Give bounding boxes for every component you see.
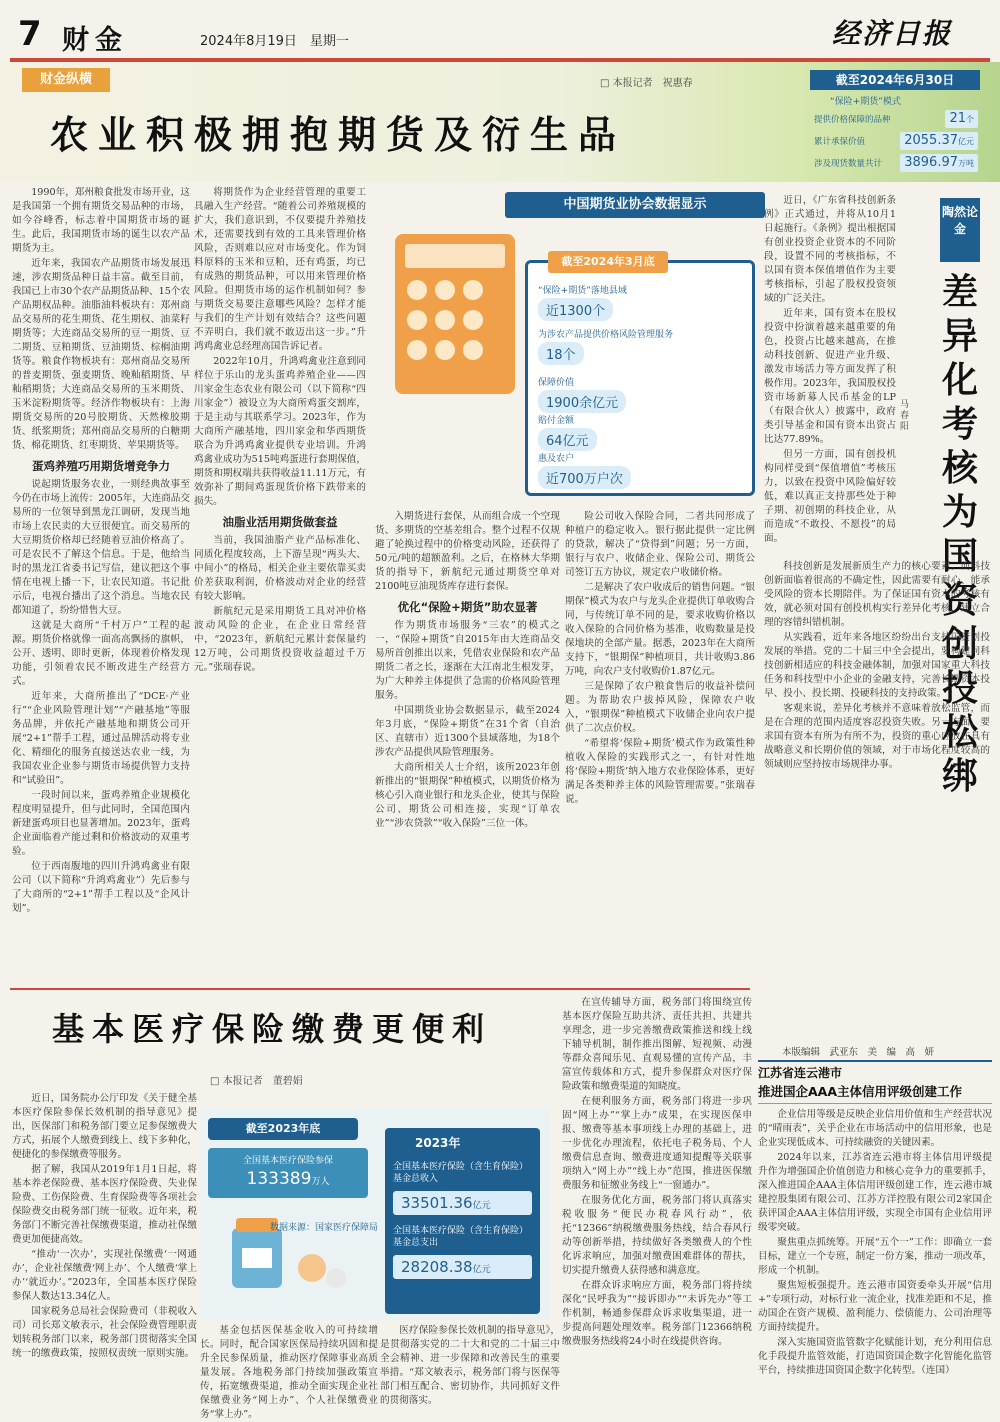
- story2-column-1: 近日，国务院办公厅印发《关于健全基本医疗保险参保长效机制的指导意见》提出，医保部门和税务部门要立足参保缴费大方式，拓展个人缴费到线上、线下多种化，便捷化的参保缴费等服务。 据了解，我国从2019年1月1日起，将基本养老保险费、基本医疗保险费、失业保险费、工伤保险费、生育保险费等各项社会保险费交由税务部门统一征收。近年来，税务部门不断完善社保缴费渠道，推动社保缴费更加便捷高效。 “推动‘一次办’，实现社保缴费‘一网通办’，企业社保缴费‘网上办’、个人缴费‘掌上办’‘就近办’。”2023年，全国基本医疗保险参保人数达13.34亿人。 国家税务总局社会保险费司（非税收入司）司长郑文敏表示，社会保险费管理职责划转税务部门以来，税务部门贯彻落实全国统一的缴费政策，按照权责统一原则实施。: [12, 1093, 197, 1359]
- brief-body: 企业信用等级是反映企业信用价值和生产经营状况的“晴雨表”，关乎企业在市场活动中的信用形象，也是企业实现低成本、可持续融资的关键因素。 2024年以来，江苏省连云港市将主体信用评级提升作为增强国企价值创造力和核心竞争力的重要抓手，深入推进国企AAA主体信用评级创建工作，连云港市城建控股集团有限公司、江苏方洋控股有限公司2家国企获评国企AAA主体信用评级，实现全市国有企业信用评级零突破。 聚焦重点抓统筹。开展“五个一”工作：即确立一套目标，建立一个专班，制定一份方案，推动一项改革，形成一个机制。 聚焦短板强提升。连云港市国资委牵头开展“信用+”专项行动，对标行业一流企业，找准差距和不足，推动国企在资产规模、盈利能力、偿债能力、公司治理等方面持续提升。 深入实施国资监管数字化赋能计划，充分利用信息化手段提升监管效能，打造国资国企数字化智能化监管平台，持续推进国资国企数字化转型。（连国）: [758, 1109, 992, 1376]
- graphic-item: “保险+期货”落地县域 近1300个: [538, 286, 627, 319]
- story2-byline: □ 本报记者 董碧娟: [210, 1076, 303, 1087]
- lead-subhead: 优化“保险+期货”助农显著: [397, 600, 538, 614]
- fund-income-value: 33501.36亿元: [393, 1191, 532, 1215]
- graphic-stat-box: [525, 255, 755, 496]
- calculator-key: [407, 280, 427, 300]
- calculator-screen: [405, 244, 505, 268]
- calculator-key: [463, 340, 483, 360]
- graphic-source: 数据来源：国家医疗保障局: [270, 1223, 379, 1233]
- calculator-key: [407, 310, 427, 330]
- lead-headline: 农业积极拥抱期货及衍生品: [50, 112, 627, 157]
- byline-marker-icon: □: [600, 78, 613, 89]
- graphic-item: 惠及农户 近700万户次: [538, 451, 748, 489]
- calculator-illustration: [395, 234, 515, 394]
- lead-subhead: 蛋鸡养殖巧用期货增竞争力: [32, 459, 170, 473]
- graphic-item: 为涉农产品提供价格风险管理服务 18个: [538, 330, 674, 363]
- graphic-date-tag: 截至2023年底: [208, 1118, 358, 1140]
- graphic-header: 中国期货业协会数据显示: [505, 192, 765, 218]
- issue-date: 2024年8月19日 星期一: [200, 34, 349, 49]
- calculator-key: [463, 280, 483, 300]
- page-editors: 本版编辑 武亚东 美 编 高 妍: [782, 1047, 935, 1058]
- column-tag: 财金纵横: [22, 68, 110, 92]
- story2-column-2: 基金包括医保基金收入的可持续增长。同时，配合国家医保局持续巩固和提升全民参保质量，推动医疗保障事业高质量发展。各地税务部门持续加强政策宣传，拓宽缴费渠道，推动全面实现企业社保缴费业务“网上办”、个人社保缴费业务“掌上办”。: [200, 1325, 378, 1420]
- section-divider: [10, 988, 750, 990]
- brief-kicker: 江苏省连云港市: [758, 1066, 843, 1080]
- graphic-date-tag: 截至2024年3月底: [548, 251, 668, 273]
- graphic-year-tag: 2023年: [415, 1136, 461, 1150]
- byline-marker-icon: □: [210, 1076, 223, 1087]
- futures-data-graphic: [375, 186, 770, 506]
- graphic-item: 保障价值 1900余亿元: [538, 375, 748, 413]
- stat-panel-title: 截至2024年6月30日: [810, 70, 980, 90]
- commentary-column-lower: 科技创新是发展新质生产力的核心要素。而科技创新面临着很高的不确定性，因此需要有耐心、能承受风险的资本长期陪伴。为了保证国有资本的考核有效，就必须对国有创投机构实行差异化考核，建立合理的容错纠错机制。 从实践看，近年来各地区纷纷出台支持国资创投发展的举措。党的二十届三中全会提出，要构建同科技创新相适应的科技金融体制，加强对国家重大科技任务和科技型中小企业的金融支持，完善长期资本投早、投小、投长期、投硬科技的支持政策。 客观来说，差异化考核并不意味着放松监管，而是在合理的范围内适度容忍投资失败。另一方面，要求国有资本有所为有所不为，投资的重心应放在具有战略意义和长期价值的领域，对于市场化程度较高的领域则应坚持按市场规律办事。: [764, 561, 990, 770]
- calculator-key: [463, 310, 483, 330]
- stat-row: 涉及现货数量共计 3896.97万吨: [810, 154, 980, 172]
- lead-column-4: 入期货进行套保，从而组合成一个空现货、多期货的空基差组合。整个过程不仅规避了轮换过程中的价格变动风险，还获得了50元/吨的超额盈利。之后，在格林大华期货的指导下，新航纪元通过期货空单对2100吨豆油现货库存进行套保。 优化“保险+期货”助农显著 作为期货市场服务“三农”的模式之一，“保险+期货”自2015年由大连商品交易所首创推出以来，凭借农业保险和农产品期货二者之长，逐渐在大江南北生根发芽，为广大种养主体提供了急需的价格风险管理服务。 中国期货业协会数据显示，截至2024年3月底，“保险+期货”在31个省（自治区、直辖市）近1300个县域落地，为18个涉农产品提供风险管理服务。 大商所相关人士介绍，该所2023年创新推出的“银期保”种植模式，以期货价格为核心引入商业银行和龙头企业，使其与保险公司、期货公司相连接，实现“订单农业”“涉农贷款”“收入保险”三位一体。: [375, 511, 560, 829]
- story2-headline: 基本医疗保险缴费更便利: [52, 1010, 493, 1048]
- lead-column-5: 险公司收入保险合同，二者共同形成了种植户的稳定收入。银行据此提供一定比例的贷款，解决了“贷得到”问题；另一方面，银行与农户、收储企业、保险公司、期货公司签订五方协议，规定农户收储价格。 二是解决了农户收成后的销售问题。“银期保”模式为农户与龙头企业提供订单收购合同，与传统订单不同的是，要求收购价格以收入保险的合同价格为基准，收购数量是投保地块的全部产量。据悉，2023年在大商所支持下，“银期保”种植项目，共计收购3.86万吨，向农户支付收购价1.87亿元。 三是保障了农户粮食售后的收益补偿问题。为帮助农户拔掉风险，保障农户收入，“银期保”种植模式下收储企业向农户提供了二次点价权。 “希望将‘保险+期货’模式作为政策性种植收入保险的实践形式之一，有针对性地将‘保险+期货’纳入地方农业保险体系，更好满足各类种养主体的风险管理需要。”张瑞春说。: [565, 511, 755, 805]
- graphic-fund-card: 2023年 全国基本医疗保险（含生育保险）基金总收入 33501.36亿元 全国基本医疗保险（含生育保险）基金总支出 28208.38亿元: [385, 1128, 540, 1314]
- insurance-data-graphic: [200, 1108, 550, 1320]
- calculator-key: [435, 310, 455, 330]
- graphic-item: 赔付金额 64亿元: [538, 413, 748, 451]
- section-name: 财金: [62, 25, 128, 56]
- story2-column-4: 在宣传辅导方面，税务部门将围绕宣传基本医疗保险互助共济、责任共担、共建共享理念，进一步完善缴费政策推送和线上线下辅导机制，制作推出图解、短视频、动漫等群众喜闻乐见、直观易懂的宣传产品，丰富宣传载体和方式，提升参保群众对医疗保险政策和缴费渠道的知晓度。 在便利服务方面，税务部门将进一步巩固“网上办”“掌上办”成果，在实现医保申报、缴费等基本事项线上办理的基础上，进一步优化办理流程，依托电子税务局、个人缴费信息查询、缴费进度通知提醒等关联事项纳入“网上办”“线上办”范围，推进医保缴费服务和征缴业务线上“一窗通办”。 在服务优化方面，税务部门将认真落实税收服务“便民办税春风行动”，依托“12366”纳税缴费服务热线，结合春风行动等创新举措，持续做好各类缴费人的个性化诉求响应，加强对缴费困难群体的帮扶，切实提升缴费人获得感和满意度。 在群众诉求响应方面，税务部门将持续深化“民呼我为”“接诉即办”“未诉先办”等工作机制，畅通参保群众诉求收集渠道，进一步提高问题处理效率。税务部门12366纳税缴费服务热线将24小时在线提供咨询。: [562, 997, 752, 1347]
- lead-stat-panel: [810, 70, 980, 180]
- lead-column-2: 将期货作为企业经营管理的重要工具融入生产经营。“随着公司养殖规模的扩大，我们意识到，不仅要提升养殖技术，还需要找到有效的工具来管理价格风险，否则难以应对市场变化。作为饲料原料的玉米和豆粕，还有鸡蛋，均已有成熟的期货品种，可以用来管理价格风险。但期货市场的运作机制如何？参与期货交易要注意哪些风险？怎样才能与我们的生产计划有效结合？这些问题不弄明白，我们就不敢迈出这一步。”升鸿鸡禽业总经理高国告诉记者。 2022年10月，升鸿鸡禽业注意到同样位于乐山的龙头蛋鸡养殖企业——四川家金生态农业有限公司（以下简称“四川家金”）被设立为大商所鸡蛋交割库，于是主动与其联系学习。2023年，作为大商所产融基地，四川家金和华西期货联合为升鸿鸡禽业提供专业培训。升鸿鸡禽业成功为515吨鸡蛋进行套期保值，期货和期权端共获得收益11.11万元，有效弥补了期间鸡蛋现货价格下跌带来的损失。 油脂业活用期货做套益 当前，我国油脂产业产品标准化、同质化程度较高，上下游呈现“两头大、中间小”的格局，相关企业主要依靠买卖价差获取利润，价格波动对企业的经营有较大影响。 新航纪元是采用期货工具对冲价格波动风险的企业，在企业日常经营中，“2023年，新航纪元累计套保量约12万吨，公司期货投资收益超过千万元。”张瑞春说。: [194, 187, 366, 673]
- commentary-column-upper: 近日，《广东省科技创新条例》正式通过，并将从10月1日起施行。《条例》提出根据国有创业投资企业资本的不同阶段，设置不同的考核指标，不以国有资本保值增值作为主要考核指标，引起了股权投资领域的广泛关注。 近年来，国有资本在股权投资中扮演着越来越重要的角色，投资占比越来越高，在推动科技创新、促进产业升级、激发市场活力等方面发挥了积极作用。2023年，我国股权投资市场新募人民币基金的LP（有限合伙人）披露中，政府类引导基金和国有资本出资占比达77.89%。 但另一方面，国有创投机构同样受到“保值增值”考核压力，以致在投资中风险偏好较低，难以真正支持那些处于种子期、初创期的科技企业，从而造成“不敢投、不愿投”的局面。: [764, 195, 896, 544]
- page-number: 7: [18, 14, 42, 54]
- stat-card-participants: 全国基本医疗保险参保 133389万人: [208, 1148, 368, 1198]
- brief-title: 推进国企AAA主体信用评级创建工作: [758, 1082, 992, 1104]
- commentary-tag: 陶然论金: [940, 198, 980, 262]
- story2-column-3: 医疗保险参保长效机制的指导意见》，是贯彻落实党的二十大和党的二十届三中全会精神、进一步保障和改善民生的重要举措。“郑文敏表示，税务部门将与医保等部门相互配合、密切协作，共同抓好文件的贯彻落实。: [380, 1325, 560, 1406]
- commentary-title: 差异化考核为国资创投松绑: [941, 271, 978, 797]
- calculator-key: [435, 280, 455, 300]
- newspaper-logo: 经济日报: [832, 17, 953, 50]
- stat-row: 累计承保价值 2055.37亿元: [810, 132, 980, 150]
- commentary-author: 马春阳: [900, 400, 910, 432]
- lead-column-1: 1990年，郑州粮食批发市场开业，这是我国第一个拥有期货交易品种的市场，如今谷峰香，标志着中国期货市场的诞生。此后，我国期货市场的诞生以农产品期货为主。 近年来，我国农产品期货市场发展迅速，涉农期货品种日益丰富。截至目前，我国已上市30个农产品期货品种、15个农产品期权品种。油脂油料板块有：郑州商品交易所的花生期货、花生期权、油菜籽期货等；大连商品交易所的豆一期货、豆二期货、豆粕期货、豆油期货、棕榈油期货等。粮食作物板块有：郑州商品交易所的普麦期货、强麦期货、晚籼稻期货、早籼稻期货；大连商品交易所的玉米期货、玉米淀粉期货等。经济作物板块有：上海期货交易所的20号胶期货、天然橡胶期货、纸浆期货；郑州商品交易所的白糖期货、棉花期货、红枣期货、苹果期货等。 蛋鸡养殖巧用期货增竞争力 说起期货服务农业，一则经典故事至今仍在市场上流传：2005年，大连商品交易所的一位领导到黑龙江调研，发现当地市场上农民卖的大豆很便宜。而交易所的大豆期货价格却已经随着豆油价格高了。可是农民不了解这个信息。于是，他给当时的黑龙江省委书记写信，建议把这个事情在电视上播一下，让农民知道。书记批示后，电视台播出了这个消息。当地农民都知道了，纷纷惜售大豆。 这就是大商所“千村万户”工程的起源。期货价格就像一面高高飘扬的旗帜，公开、透明、即时更新，体现着价格发现功能，引领着农民不断改进生产经营方式。 近年来，大商所推出了“DCE·产业行”“企业风险管理计划”“产融基地”等服务品牌，并依托产融基地和期货公司开展“2+1”帮手工程，通过品牌活动将专业化、精细化的服务直接送达农业一线，为我国农业企业参与期货市场提供智力支持和“试验田”。 一段时间以来，蛋鸡养殖企业规模化程度明显提升，但与此同时，全国范围内新建蛋鸡项目也显著增加。2023年，蛋鸡企业面临着产能过剩和价格波动的双重考验。 位于西南腹地的四川升鸿鸡禽业有限公司（以下简称“升鸿鸡禽业”）先后参与了大商所的“2+1”帮手工程以及“企风计划”。: [12, 187, 190, 914]
- calculator-key: [407, 340, 427, 360]
- lead-byline: □ 本报记者 祝惠春: [600, 78, 693, 89]
- fund-expense-value: 28208.38亿元: [393, 1255, 532, 1279]
- stat-row: 提供价格保障的品种 21个: [810, 110, 980, 128]
- lead-subhead: 油脂业活用期货做套益: [222, 515, 338, 529]
- stat-panel-subtitle: “保险+期货”模式: [830, 97, 901, 107]
- calculator-key: [435, 340, 455, 360]
